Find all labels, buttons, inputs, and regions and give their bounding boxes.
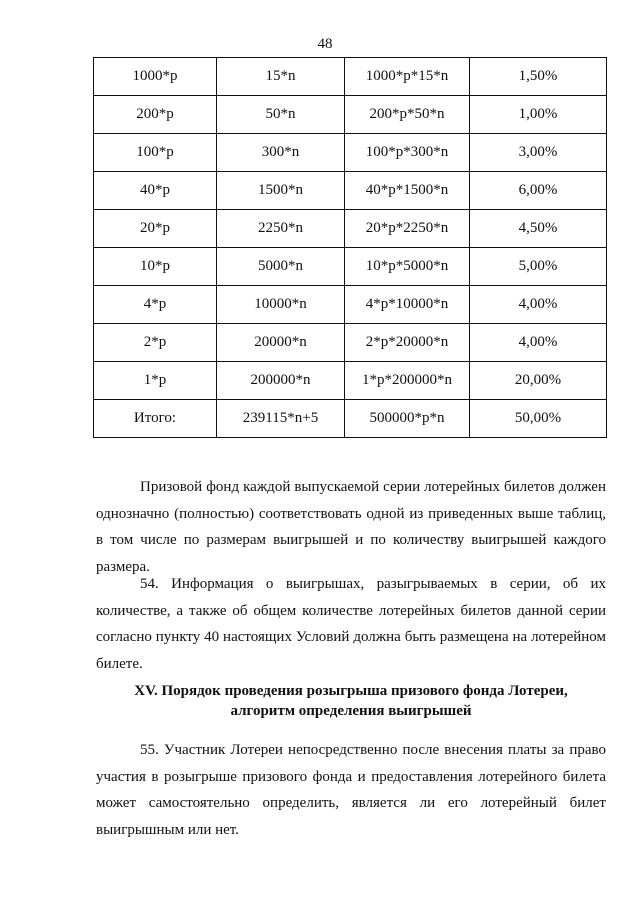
prize-amount-cell: 40*р	[94, 172, 217, 210]
prize-amount-cell: 200*р	[94, 96, 217, 134]
prize-total-cell: 40*р*1500*n	[345, 172, 470, 210]
prize-amount-cell: 4*р	[94, 286, 217, 324]
prize-count-cell: 5000*n	[217, 248, 345, 286]
prize-percent-cell: 4,00%	[470, 324, 607, 362]
table-row	[94, 324, 607, 362]
prize-count-cell: 50*n	[217, 96, 345, 134]
table-row	[94, 96, 607, 134]
prize-amount-cell: 2*р	[94, 324, 217, 362]
prize-amount-cell: 20*р	[94, 210, 217, 248]
section-heading-line-2: алгоритм определения выигрышей	[230, 703, 472, 719]
prize-percent-cell: 20,00%	[470, 362, 607, 400]
table-row	[94, 134, 607, 172]
prize-percent-cell: 1,00%	[470, 96, 607, 134]
table-row	[94, 362, 607, 400]
prize-count-cell: 20000*n	[217, 324, 345, 362]
total-count-cell: 239115*n+5	[217, 400, 345, 438]
total-label-cell: Итого:	[94, 400, 217, 438]
prize-total-cell: 1*р*200000*n	[345, 362, 470, 400]
total-amount-cell: 500000*р*n	[345, 400, 470, 438]
prize-percent-cell: 6,00%	[470, 172, 607, 210]
section-heading-line-1: XV. Порядок проведения розыгрыша призового фонда Лотереи,	[134, 683, 568, 699]
prize-total-cell: 100*р*300*n	[345, 134, 470, 172]
prize-percent-cell: 3,00%	[470, 134, 607, 172]
paragraph-text: 55. Участник Лотереи непосредственно после внесения платы за право участия в розыгрыше призового фонда и предоставления лотерейного билета может самостоятельно определить, является ли его лотерейный билет выигрышным или нет.	[96, 742, 606, 838]
paragraph-54	[96, 571, 606, 677]
table-row	[94, 172, 607, 210]
prize-total-cell: 1000*р*15*n	[345, 58, 470, 96]
paragraph-text: Призовой фонд каждой выпускаемой серии лотерейных билетов должен однозначно (полностью) соответствовать одной из приведенных выше таблиц, в том числе по размерам выигрышей и по количеству выигрышей каждого размера.	[96, 479, 606, 575]
prize-total-cell: 4*р*10000*n	[345, 286, 470, 324]
total-percent-cell: 50,00%	[470, 400, 607, 438]
prize-count-cell: 10000*n	[217, 286, 345, 324]
prize-count-cell: 300*n	[217, 134, 345, 172]
table-row	[94, 58, 607, 96]
table-row	[94, 248, 607, 286]
prize-total-cell: 10*р*5000*n	[345, 248, 470, 286]
prize-count-cell: 15*n	[217, 58, 345, 96]
prize-total-cell: 20*р*2250*n	[345, 210, 470, 248]
table-row	[94, 210, 607, 248]
prize-percent-cell: 1,50%	[470, 58, 607, 96]
prize-amount-cell: 1*р	[94, 362, 217, 400]
table-row	[94, 286, 607, 324]
prize-percent-cell: 5,00%	[470, 248, 607, 286]
prize-amount-cell: 100*р	[94, 134, 217, 172]
prize-count-cell: 2250*n	[217, 210, 345, 248]
prize-amount-cell: 1000*р	[94, 58, 217, 96]
page-number: 48	[317, 36, 333, 52]
prize-count-cell: 1500*n	[217, 172, 345, 210]
prize-fund-table	[93, 57, 607, 438]
section-heading	[96, 681, 606, 721]
prize-total-cell: 200*р*50*n	[345, 96, 470, 134]
prize-amount-cell: 10*р	[94, 248, 217, 286]
table-total-row	[94, 400, 607, 438]
prize-count-cell: 200000*n	[217, 362, 345, 400]
prize-total-cell: 2*р*20000*n	[345, 324, 470, 362]
paragraph-55	[96, 737, 606, 843]
prize-percent-cell: 4,50%	[470, 210, 607, 248]
paragraph-prize-fund	[96, 474, 606, 580]
prize-percent-cell: 4,00%	[470, 286, 607, 324]
paragraph-text: 54. Информация о выигрышах, разыгрываемых в серии, об их количестве, а также об общем количестве лотерейных билетов данной серии согласно пункту 40 настоящих Условий должна быть размещена на лотерейном билете.	[96, 576, 606, 672]
